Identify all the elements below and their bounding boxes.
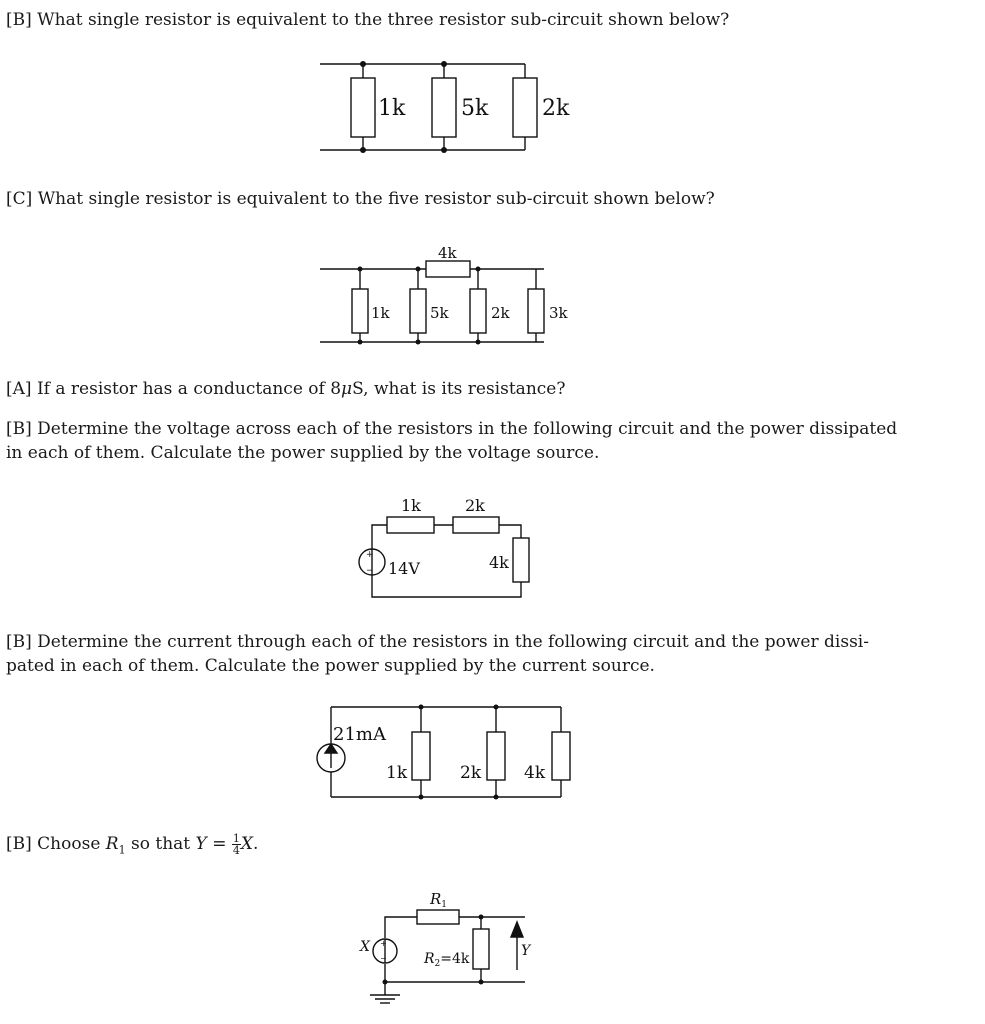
equals-sign: = <box>212 834 227 854</box>
label-r2: $R_2=4k$ <box>424 951 470 969</box>
label-x: X <box>360 939 370 955</box>
question-text: What single resistor is equivalent to the three resistor sub-circuit shown below? <box>37 10 730 30</box>
circuit-3 <box>359 496 529 597</box>
resistor-1k <box>352 289 368 333</box>
source-minus: − <box>380 954 387 963</box>
resistor-1k <box>387 517 434 533</box>
label-4k: 4k <box>489 553 509 572</box>
question-text: What single resistor is equivalent to the five resistor sub-circuit shown below? <box>37 189 715 209</box>
question-text-end: S, what is its resistance? <box>352 379 566 399</box>
resistor-2k <box>513 78 537 137</box>
label-1k: 1k <box>371 304 390 322</box>
question-b-choose-r1 <box>6 832 906 862</box>
question-text: If a resistor has a conductance of 8 <box>36 379 342 399</box>
var-x: X <box>240 834 253 854</box>
fraction-one-quarter <box>232 833 241 856</box>
question-text: Choose <box>37 834 101 854</box>
resistor-4k <box>513 538 529 582</box>
resistor-r2 <box>473 929 489 969</box>
label-21ma: 21mA <box>333 724 386 745</box>
source-minus: − <box>366 566 374 576</box>
label-3k: 3k <box>549 304 568 322</box>
label-4k: 4k <box>524 763 546 783</box>
label-2k: 2k <box>465 496 485 515</box>
circuit-1 <box>320 61 570 153</box>
question-text-line2: pated in each of them. Calculate the power supplied by the current source. <box>6 656 655 676</box>
question-tag: [C] <box>6 189 33 209</box>
label-2k: 2k <box>460 763 482 783</box>
label-5k: 5k <box>461 96 489 121</box>
source-plus: + <box>366 550 374 560</box>
label-1k: 1k <box>378 96 406 121</box>
question-text-line1: Determine the voltage across each of the resistors in the following circuit and the power dissipated <box>37 419 898 439</box>
label-r1: $R_1$ <box>430 890 448 910</box>
circuit-2 <box>320 244 569 345</box>
resistor-5k <box>432 78 456 137</box>
frac-denominator: 4 <box>232 844 240 857</box>
question-c-five-resistor <box>6 187 906 211</box>
question-tag: [B] <box>6 834 32 854</box>
resistor-4k-top <box>426 261 470 277</box>
resistor-5k <box>410 289 426 333</box>
var-y: Y <box>195 834 207 854</box>
question-tag: [B] <box>6 632 32 652</box>
resistor-2k <box>487 732 505 780</box>
question-text-mid: so that <box>131 834 191 854</box>
frac-numerator: 1 <box>232 832 240 845</box>
question-text-line1: Determine the current through each of the resistors in the following circuit and the power dissi- <box>37 632 869 652</box>
label-2k: 2k <box>491 304 510 322</box>
resistor-r1 <box>417 910 459 924</box>
resistor-3k <box>528 289 544 333</box>
question-tag: [B] <box>6 10 32 30</box>
question-b-voltage <box>6 417 906 465</box>
label-1k: 1k <box>386 763 408 783</box>
question-tag: [B] <box>6 419 32 439</box>
circuit-5 <box>359 890 532 1003</box>
circuit-4 <box>317 705 570 800</box>
question-text-line2: in each of them. Calculate the power supplied by the voltage source. <box>6 443 600 463</box>
question-b-current <box>6 630 906 678</box>
period: . <box>252 834 259 854</box>
label-2k: 2k <box>542 96 570 121</box>
label-4k: 4k <box>438 244 457 262</box>
resistor-1k <box>412 732 430 780</box>
resistor-2k <box>453 517 499 533</box>
question-tag: [A] <box>6 379 32 399</box>
label-14v: 14V <box>388 559 420 578</box>
resistor-4k <box>552 732 570 780</box>
resistor-2k <box>470 289 486 333</box>
label-y: Y <box>521 943 531 959</box>
mu-symbol: μ <box>341 379 353 399</box>
resistor-1k <box>351 78 375 137</box>
label-5k: 5k <box>430 304 449 322</box>
var-r: R <box>105 834 119 854</box>
var-r-sub: 1 <box>118 843 126 857</box>
label-1k: 1k <box>401 496 421 515</box>
source-plus: + <box>380 939 387 948</box>
question-a-conductance <box>6 377 906 401</box>
